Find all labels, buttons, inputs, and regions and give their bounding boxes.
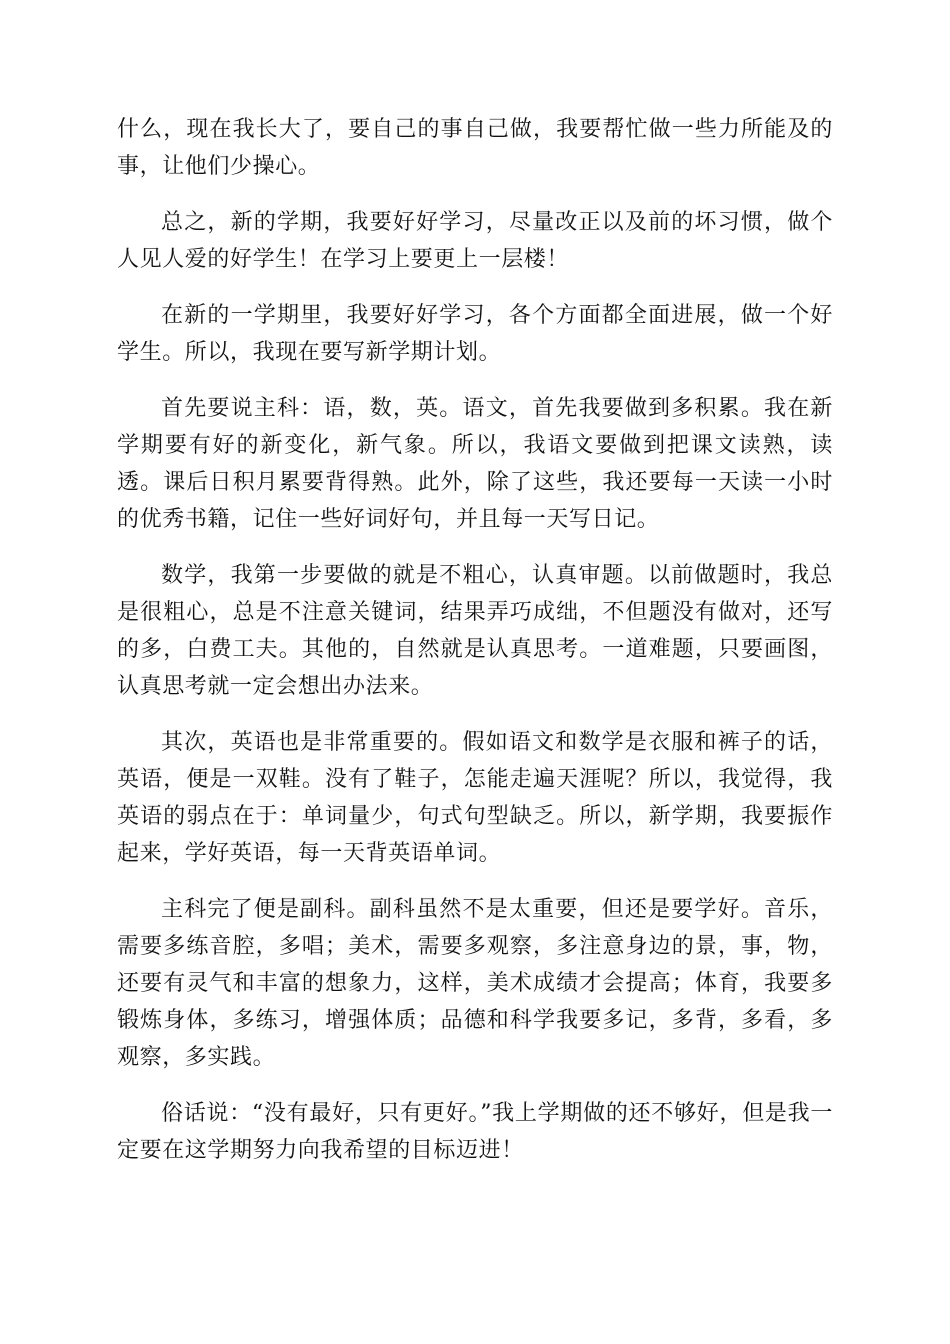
paragraph-8: 俗话说：“没有最好，只有更好。”我上学期做的还不够好，但是我一定要在这学期努力向我希望的目标迈进！ bbox=[117, 1101, 833, 1163]
document-body bbox=[117, 111, 833, 1188]
paragraph-1: 什么，现在我长大了，要自己的事自己做，我要帮忙做一些力所能及的事，让他们少操心。 bbox=[117, 117, 833, 179]
paragraph-6: 其次，英语也是非常重要的。假如语文和数学是衣服和裤子的话，英语，便是一双鞋。没有了鞋子，怎能走遍天涯呢？所以，我觉得，我英语的弱点在于：单词量少，句式句型缺乏。所以，新学期，我要振作起来，学好英语，每一天背英语单词。 bbox=[117, 730, 833, 866]
paragraph-5: 数学，我第一步要做的就是不粗心，认真审题。以前做题时，我总是很粗心，总是不注意关键词，结果弄巧成绌，不但题没有做对，还写的多，白费工夫。其他的，自然就是认真思考。一道难题，只要画图，认真思考就一定会想出办法来。 bbox=[117, 563, 833, 699]
paragraph-4: 首先要说主科：语，数，英。语文，首先我要做到多积累。我在新学期要有好的新变化，新气象。所以，我语文要做到把课文读熟，读透。课后日积月累要背得熟。此外，除了这些，我还要每一天读一小时的优秀书籍，记住一些好词好句，并且每一天写日记。 bbox=[117, 396, 833, 532]
paragraph-7: 主科完了便是副科。副科虽然不是太重要，但还是要学好。音乐，需要多练音腔，多唱；美术，需要多观察，多注意身边的景，事，物，还要有灵气和丰富的想象力，这样，美术成绩才会提高；体育，我要多锻炼身体，多练习，增强体质；品德和科学我要多记，多背，多看，多观察，多实践。 bbox=[117, 897, 833, 1070]
paragraph-3: 在新的一学期里，我要好好学习，各个方面都全面进展，做一个好学生。所以，我现在要写新学期计划。 bbox=[117, 303, 833, 365]
paragraph-2: 总之，新的学期，我要好好学习，尽量改正以及前的坏习惯，做个人见人爱的好学生！在学习上要更上一层楼！ bbox=[117, 210, 833, 272]
